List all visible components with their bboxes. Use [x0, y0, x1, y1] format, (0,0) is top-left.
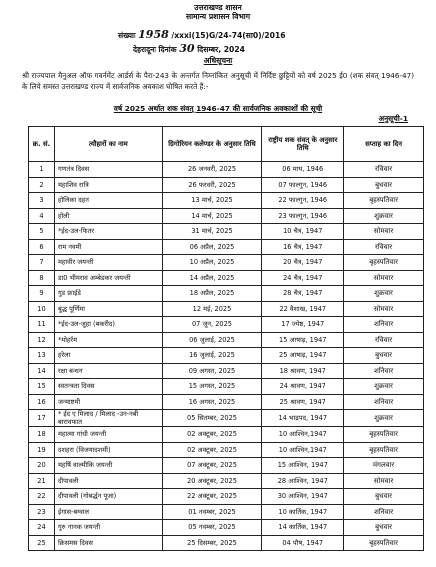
gregorian-date-cell: 02 अक्टूबर, 2025	[162, 442, 262, 458]
gregorian-date-cell: 01 नवम्बर, 2025	[162, 504, 262, 520]
table-row	[29, 286, 424, 302]
weekday-cell: शुक्रवार	[344, 379, 424, 395]
date-suffix: दिसम्बर, 2024	[197, 45, 245, 54]
weekday-cell: मंगलवार	[344, 458, 424, 474]
table-row	[29, 520, 424, 536]
saka-date-cell: 25 आषाढ़, 1947	[262, 348, 344, 364]
saka-date-cell: 20 चैत्र, 1947	[262, 255, 344, 271]
festival-name-cell: डा0 भीमराव अम्बेडकर जयन्ती	[54, 270, 162, 286]
weekday-cell: बुधवार	[344, 520, 424, 536]
column-header-serial: क्र. सं.	[29, 127, 55, 162]
serial-cell: 21	[29, 473, 55, 489]
date-prefix: देहरादूनः दिनांक	[133, 45, 177, 54]
weekday-cell: शनिवार	[344, 394, 424, 410]
reference-suffix: /xxxi(15)G/24-74(सा0)/2016	[171, 31, 286, 40]
saka-date-cell: 15 आषाढ़, 1947	[262, 332, 344, 348]
festival-name-cell: होली	[54, 208, 162, 224]
serial-cell: 14	[29, 363, 55, 379]
festival-name-cell: बुद्ध पूर्णिमा	[54, 301, 162, 317]
festival-name-cell: गुरु नानक जयन्ती	[54, 520, 162, 536]
gregorian-date-cell: 31 मार्च, 2025	[162, 224, 262, 240]
holiday-list-title: वर्ष 2025 अर्थात शक संवत् 1946-47 की सार्वजनिक अवकाशों की सूची	[113, 104, 323, 113]
serial-cell: 22	[29, 489, 55, 505]
table-header-row	[29, 127, 424, 162]
serial-cell: 3	[29, 193, 55, 209]
saka-date-cell: 22 फाल्गुन, 1946	[262, 193, 344, 209]
serial-cell: 8	[29, 270, 55, 286]
saka-date-cell: 24 श्रावण, 1947	[262, 379, 344, 395]
serial-cell: 20	[29, 458, 55, 474]
weekday-cell: शनिवार	[344, 317, 424, 333]
table-row	[29, 410, 424, 427]
table-row	[29, 535, 424, 551]
weekday-cell: बृहस्पतिवार	[344, 535, 424, 551]
festival-name-cell: रक्षा बन्धन	[54, 363, 162, 379]
saka-date-cell: 07 फाल्गुन, 1946	[262, 177, 344, 193]
serial-cell: 24	[29, 520, 55, 536]
saka-date-cell: 16 चैत्र, 1947	[262, 239, 344, 255]
festival-name-cell: दशहरा (विजयादशमी)	[54, 442, 162, 458]
table-row	[29, 270, 424, 286]
weekday-cell: रविवार	[344, 239, 424, 255]
saka-date-cell: 14 भाद्रपद, 1947	[262, 410, 344, 427]
table-row	[29, 394, 424, 410]
festival-name-cell: गुड फ्राईडे	[54, 286, 162, 302]
table-row	[29, 458, 424, 474]
weekday-cell: रविवार	[344, 332, 424, 348]
table-row	[29, 177, 424, 193]
gregorian-date-cell: 26 जनवरी, 2025	[162, 162, 262, 178]
table-row	[29, 332, 424, 348]
serial-cell: 1	[29, 162, 55, 178]
table-row	[29, 301, 424, 317]
notice-title: अधिसूचना	[203, 56, 233, 65]
weekday-cell: शुक्रवार	[344, 410, 424, 427]
serial-cell: 7	[29, 255, 55, 271]
gregorian-date-cell: 22 अक्टूबर, 2025	[162, 489, 262, 505]
weekday-cell: शुक्रवार	[344, 286, 424, 302]
gregorian-date-cell: 07 जून, 2025	[162, 317, 262, 333]
festival-name-cell: महावीर जयन्ती	[54, 255, 162, 271]
government-name: उत्तराखण्ड शासन	[194, 3, 242, 12]
serial-cell: 11	[29, 317, 55, 333]
gregorian-date-cell: 10 अप्रैल, 2025	[162, 255, 262, 271]
table-row	[29, 224, 424, 240]
saka-date-cell: 04 पौष, 1947	[262, 535, 344, 551]
festival-name-cell: गणतंत्र दिवस	[54, 162, 162, 178]
gregorian-date-cell: 26 फरवरी, 2025	[162, 177, 262, 193]
table-row	[29, 473, 424, 489]
festival-name-cell: *ईद-उल-जुहा (बकरीद)	[54, 317, 162, 333]
weekday-cell: सोमवार	[344, 473, 424, 489]
serial-cell: 15	[29, 379, 55, 395]
saka-date-cell: 25 श्रावण, 1947	[262, 394, 344, 410]
reference-prefix: संख्याः	[118, 31, 136, 40]
weekday-cell: सोमवार	[344, 270, 424, 286]
saka-date-cell: 17 ज्येष्ठ, 1947	[262, 317, 344, 333]
schedule-label: अनुसूची-1	[378, 114, 408, 123]
weekday-cell: रविवार	[344, 162, 424, 178]
saka-date-cell: 15 आश्विन, 1947	[262, 458, 344, 474]
table-row	[29, 348, 424, 364]
weekday-cell: बृहस्पतिवार	[344, 427, 424, 443]
table-row	[29, 317, 424, 333]
weekday-cell: बुधवार	[344, 177, 424, 193]
weekday-cell: शनिवार	[344, 363, 424, 379]
weekday-cell: बुधवार	[344, 489, 424, 505]
gregorian-date-cell: 09 अगस्त, 2025	[162, 363, 262, 379]
column-header-weekday: सप्ताह का दिन	[344, 127, 424, 162]
table-row	[29, 379, 424, 395]
holiday-table	[28, 126, 424, 551]
document-header	[0, 3, 436, 21]
gregorian-date-cell: 16 जुलाई, 2025	[162, 348, 262, 364]
saka-date-cell: 30 आश्विन, 1947	[262, 489, 344, 505]
saka-date-cell: 18 श्रावण, 1947	[262, 363, 344, 379]
table-row	[29, 239, 424, 255]
saka-date-cell: 28 चैत्र, 1947	[262, 286, 344, 302]
notice-paragraph: श्री राज्यपाल मैनुअल ऑफ गवर्नमेंट आर्डर्स के पैरा-243 के अन्तर्गत निम्नांकित अनुसूची में निर्दिष्ट छुट्टियों को वर्ष 2025 ई0 (शक संवत् 1946-47) के लिये समस्त उत्तराखण्ड राज्य में सार्वजनिक अवकाश घोषित करते हैं:-	[22, 71, 414, 91]
table-row	[29, 442, 424, 458]
serial-cell: 5	[29, 224, 55, 240]
weekday-cell: शुक्रवार	[344, 208, 424, 224]
saka-date-cell: 10 चैत्र, 1947	[262, 224, 344, 240]
gregorian-date-cell: 14 मार्च, 2025	[162, 208, 262, 224]
table-row	[29, 363, 424, 379]
festival-name-cell: *ईद-उल-फितर	[54, 224, 162, 240]
serial-cell: 17	[29, 410, 55, 427]
gregorian-date-cell: 16 अगस्त, 2025	[162, 394, 262, 410]
serial-cell: 18	[29, 427, 55, 443]
saka-date-cell: 10 आश्विन,1947	[262, 427, 344, 443]
column-header-saka-date: राष्ट्रीय शक संवत् के अनुसार तिथि	[262, 127, 344, 162]
festival-name-cell: *मोहर्रम	[54, 332, 162, 348]
weekday-cell: बृहस्पतिवार	[344, 442, 424, 458]
table-row	[29, 489, 424, 505]
gregorian-date-cell: 14 अप्रैल, 2025	[162, 270, 262, 286]
table-row	[29, 255, 424, 271]
gregorian-date-cell: 20 अक्टूबर, 2025	[162, 473, 262, 489]
saka-date-cell: 28 आश्विन, 1947	[262, 473, 344, 489]
weekday-cell: बुधवार	[344, 348, 424, 364]
saka-date-cell: 24 चैत्र, 1947	[262, 270, 344, 286]
gregorian-date-cell: 13 मार्च, 2025	[162, 193, 262, 209]
column-header-festival: त्यौहारों का नाम	[54, 127, 162, 162]
table-row	[29, 162, 424, 178]
table-row	[29, 208, 424, 224]
saka-date-cell: 14 कार्तिक, 1947	[262, 520, 344, 536]
weekday-cell: शनिवार	[344, 504, 424, 520]
serial-cell: 25	[29, 535, 55, 551]
gregorian-date-cell: 06 अप्रैल, 2025	[162, 239, 262, 255]
saka-date-cell: 23 फाल्गुन, 1946	[262, 208, 344, 224]
reference-handwritten-number: 1958	[138, 28, 169, 41]
festival-name-cell: दीपावली	[54, 473, 162, 489]
reference-number	[118, 28, 286, 41]
weekday-cell: बृहस्पतिवार	[344, 193, 424, 209]
serial-cell: 2	[29, 177, 55, 193]
festival-name-cell: क्रिसमस दिवस	[54, 535, 162, 551]
table-row	[29, 193, 424, 209]
serial-cell: 12	[29, 332, 55, 348]
serial-cell: 23	[29, 504, 55, 520]
festival-name-cell: राम नवमी	[54, 239, 162, 255]
gregorian-date-cell: 12 मई, 2025	[162, 301, 262, 317]
issue-date	[133, 42, 245, 55]
gregorian-date-cell: 06 जुलाई, 2025	[162, 332, 262, 348]
serial-cell: 10	[29, 301, 55, 317]
gregorian-date-cell: 05 नवम्बर, 2025	[162, 520, 262, 536]
serial-cell: 4	[29, 208, 55, 224]
saka-date-cell: 06 माघ, 1946	[262, 162, 344, 178]
serial-cell: 9	[29, 286, 55, 302]
saka-date-cell: 10 कार्तिक, 1947	[262, 504, 344, 520]
festival-name-cell: * ईद ए मिलाद / मिलाद -उन-नबी बारावफात	[54, 410, 162, 427]
festival-name-cell: महर्षि वाल्मीकि जयन्ती	[54, 458, 162, 474]
festival-name-cell: महाशिव रात्रि	[54, 177, 162, 193]
column-header-gregorian-date: ग्रिगोरियन कलेण्डर के अनुसार तिथि	[162, 127, 262, 162]
table-row	[29, 427, 424, 443]
gregorian-date-cell: 25 दिसम्बर, 2025	[162, 535, 262, 551]
gregorian-date-cell: 18 अप्रैल, 2025	[162, 286, 262, 302]
serial-cell: 6	[29, 239, 55, 255]
festival-name-cell: स्वतन्त्रता दिवस	[54, 379, 162, 395]
weekday-cell: सोमवार	[344, 301, 424, 317]
serial-cell: 19	[29, 442, 55, 458]
festival-name-cell: दीपावली (गोबर्द्धन पूजा)	[54, 489, 162, 505]
festival-name-cell: जन्माष्टमी	[54, 394, 162, 410]
gregorian-date-cell: 15 अगस्त, 2025	[162, 379, 262, 395]
weekday-cell: सोमवार	[344, 224, 424, 240]
saka-date-cell: 10 आश्विन,1947	[262, 442, 344, 458]
festival-name-cell: ईगास-बग्वाल	[54, 504, 162, 520]
festival-name-cell: होलिका दहन	[54, 193, 162, 209]
saka-date-cell: 22 वैशाख, 1947	[262, 301, 344, 317]
gregorian-date-cell: 05 सितम्बर, 2025	[162, 410, 262, 427]
weekday-cell: बृहस्पतिवार	[344, 255, 424, 271]
festival-name-cell: हरेला	[54, 348, 162, 364]
date-handwritten-day: 30	[179, 42, 195, 55]
department-name: सामान्य प्रशासन विभाग	[185, 12, 251, 21]
serial-cell: 16	[29, 394, 55, 410]
table-row	[29, 504, 424, 520]
serial-cell: 13	[29, 348, 55, 364]
gregorian-date-cell: 07 अक्टूबर, 2025	[162, 458, 262, 474]
festival-name-cell: महात्मा गांधी जयन्ती	[54, 427, 162, 443]
gregorian-date-cell: 02 अक्टूबर, 2025	[162, 427, 262, 443]
